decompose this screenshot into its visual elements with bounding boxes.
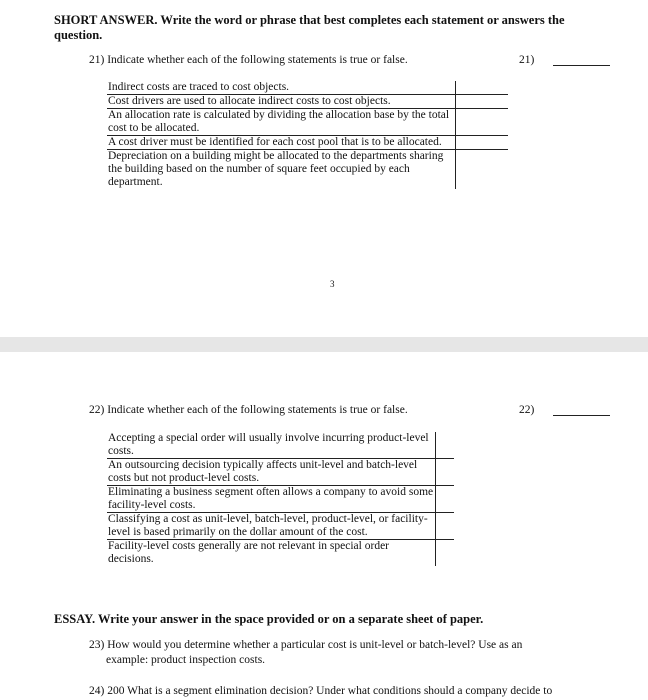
question-21-table: [107, 81, 508, 189]
short-answer-heading: SHORT ANSWER. Write the word or phrase that best completes each statement or answers the question.: [54, 13, 565, 42]
statement-cell: Cost drivers are used to allocate indirect costs to cost objects.: [107, 95, 456, 109]
statement-cell: Eliminating a business segment often allows a company to avoid some facility-level costs.: [107, 486, 436, 513]
table-row: [107, 540, 454, 567]
statement-cell: Accepting a special order will usually involve incurring product-level costs.: [107, 432, 436, 459]
table-row: [107, 513, 454, 540]
answer-cell[interactable]: [456, 109, 509, 136]
table-row: [107, 432, 454, 459]
question-23-line-1: 23) How would you determine whether a particular cost is unit-level or batch-level? Use as an: [89, 639, 523, 651]
table-row: [107, 81, 508, 95]
statement-cell: Facility-level costs generally are not relevant in special order decisions.: [107, 540, 436, 567]
answer-cell[interactable]: [456, 150, 509, 190]
question-22-answer-blank[interactable]: [553, 415, 610, 416]
answer-cell[interactable]: [436, 486, 455, 513]
table-row: [107, 109, 508, 136]
question-21-prompt: 21) Indicate whether each of the following statements is true or false.: [89, 54, 408, 66]
statement-cell: An allocation rate is calculated by dividing the allocation base by the total cost to be allocated.: [107, 109, 456, 136]
statement-cell: Indirect costs are traced to cost objects.: [107, 81, 456, 95]
question-23: [89, 638, 579, 668]
page-separator: [0, 337, 648, 352]
question-21-answer-blank[interactable]: [553, 65, 610, 66]
answer-cell[interactable]: [436, 513, 455, 540]
answer-cell[interactable]: [436, 540, 455, 567]
question-22-table: [107, 432, 454, 566]
statement-cell: Depreciation on a building might be allocated to the departments sharing the building based on the number of square feet occupied by each department.: [107, 150, 456, 190]
table-row: [107, 95, 508, 109]
question-22-number: 22): [519, 404, 535, 416]
statement-cell: Classifying a cost as unit-level, batch-level, product-level, or facility-level is based primarily on the dollar amount of the cost.: [107, 513, 436, 540]
table-row: [107, 136, 508, 150]
statement-cell: A cost driver must be identified for each cost pool that is to be allocated.: [107, 136, 456, 150]
table-row: [107, 486, 454, 513]
table-row: [107, 459, 454, 486]
answer-cell[interactable]: [436, 432, 455, 459]
page-one: [0, 0, 648, 337]
question-21-number: 21): [519, 54, 535, 66]
question-24: 24) 200 What is a segment elimination decision? Under what conditions should a company decide to: [89, 685, 553, 697]
table-row: [107, 150, 508, 190]
question-23-line-2: example: product inspection costs.: [106, 654, 266, 666]
essay-heading: ESSAY. Write your answer in the space provided or on a separate sheet of paper.: [54, 612, 484, 626]
page-number: 3: [330, 279, 335, 289]
answer-cell[interactable]: [456, 81, 509, 95]
answer-cell[interactable]: [436, 459, 455, 486]
question-22-prompt: 22) Indicate whether each of the following statements is true or false.: [89, 404, 408, 416]
answer-cell[interactable]: [456, 95, 509, 109]
answer-cell[interactable]: [456, 136, 509, 150]
statement-cell: An outsourcing decision typically affects unit-level and batch-level costs but not product-level costs.: [107, 459, 436, 486]
